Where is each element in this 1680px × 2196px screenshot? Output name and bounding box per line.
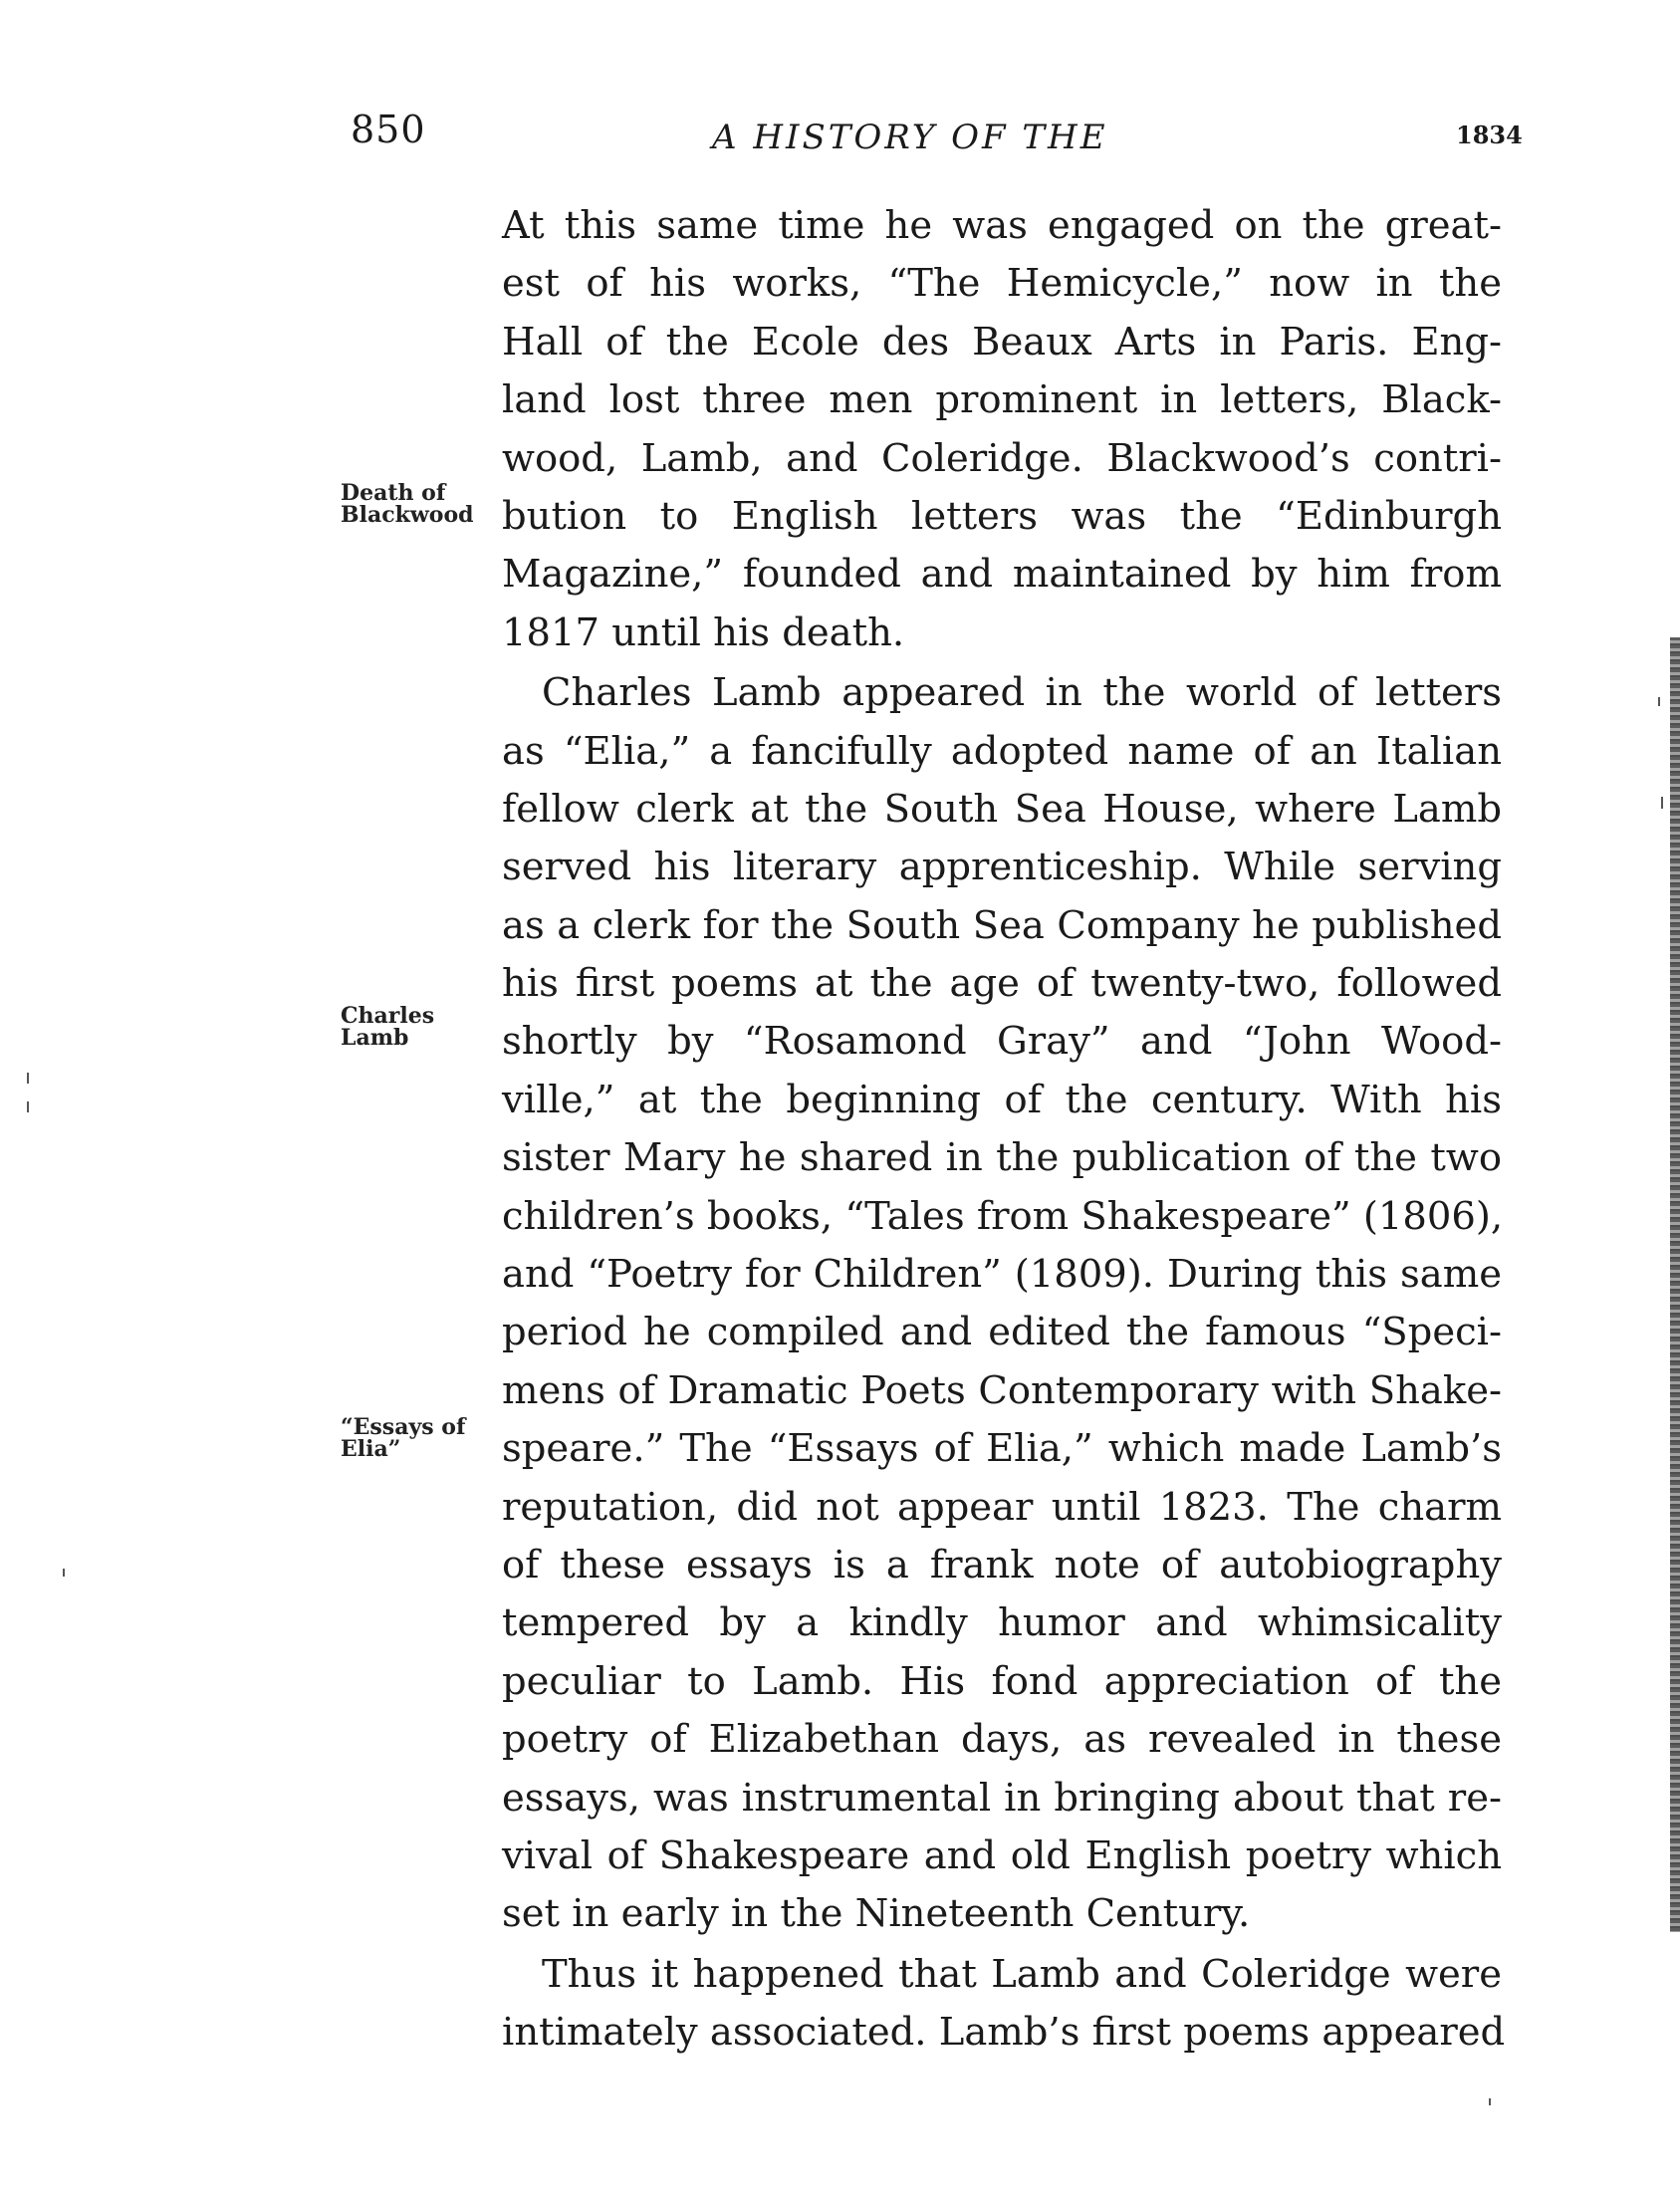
text-line: intimately associated. Lamb’s first poems appeared xyxy=(502,2010,1506,2056)
text-line: vival of Shakespeare and old English poetry which xyxy=(502,1832,1502,1878)
text-line: set in early in the Nineteenth Century. xyxy=(502,1891,1251,1937)
sidenote-line: Death of xyxy=(341,480,446,506)
text-line: his first poems at the age of twenty-two, followed xyxy=(502,961,1502,1007)
scan-speck xyxy=(27,1101,29,1112)
text-line: Magazine,” founded and maintained by him from xyxy=(502,552,1502,598)
text-line: wood, Lamb, and Coleridge. Blackwood’s contri- xyxy=(502,435,1502,481)
paragraph-start-line: Thus it happened that Lamb and Coleridge were xyxy=(542,1951,1502,1997)
page-edge-shadow xyxy=(1670,637,1680,1932)
text-line: sister Mary he shared in the publication of the two xyxy=(502,1135,1502,1181)
text-line: fellow clerk at the South Sea House, where Lamb xyxy=(502,786,1502,832)
sidenote-line: Blackwood xyxy=(341,502,474,528)
sidenote-line: Elia” xyxy=(341,1436,401,1462)
sidenote-line: “Essays of xyxy=(341,1414,466,1440)
text-line: as “Elia,” a fancifully adopted name of an Italian xyxy=(502,728,1502,774)
text-line: peculiar to Lamb. His fond appreciation of the xyxy=(502,1658,1502,1704)
text-line: shortly by “Rosamond Gray” and “John Wood- xyxy=(502,1019,1502,1065)
scan-speck xyxy=(1489,2098,1491,2105)
text-line: Hall of the Ecole des Beaux Arts in Paris. Eng- xyxy=(502,319,1502,365)
scan-speck xyxy=(27,1073,29,1084)
sidenote-line: Lamb xyxy=(341,1025,409,1051)
text-line: 1817 until his death. xyxy=(502,610,905,655)
paragraph-start-line: Charles Lamb appeared in the world of letters xyxy=(542,670,1502,716)
text-line: of these essays is a frank note of autobiography xyxy=(502,1542,1502,1587)
text-line: est of his works, “The Hemicycle,” now in the xyxy=(502,261,1502,307)
sidenote-charles-lamb xyxy=(341,1005,434,1049)
text-line: reputation, did not appear until 1823. The charm xyxy=(502,1484,1502,1530)
text-line: land lost three men prominent in letters, Black- xyxy=(502,377,1502,423)
sidenote-essays-of-elia xyxy=(341,1416,465,1460)
sidenote-death-of-blackwood xyxy=(341,482,474,526)
text-line: and “Poetry for Children” (1809). During this same xyxy=(502,1252,1502,1298)
scan-speck xyxy=(1658,697,1660,706)
body-text xyxy=(502,197,1506,2063)
running-title: A HISTORY OF THE xyxy=(712,118,1108,157)
page-number: 850 xyxy=(351,108,426,151)
text-line: poetry of Elizabethan days, as revealed in these xyxy=(502,1717,1502,1763)
scan-speck xyxy=(63,1569,65,1577)
sidenote-line: Charles xyxy=(341,1003,435,1029)
text-line: essays, was instrumental in bringing about that re- xyxy=(502,1775,1502,1821)
text-line: period he compiled and edited the famous “Speci- xyxy=(502,1310,1502,1355)
text-line: bution to English letters was the “Edinburgh xyxy=(502,493,1502,539)
scan-speck xyxy=(1661,797,1663,809)
text-line: mens of Dramatic Poets Contemporary with Shake- xyxy=(502,1367,1502,1413)
text-line: speare.” The “Essays of Elia,” which made Lamb’s xyxy=(502,1426,1502,1472)
text-line: ville,” at the beginning of the century. With his xyxy=(502,1077,1502,1122)
text-line: as a clerk for the South Sea Company he published xyxy=(502,902,1502,948)
year-marker: 1834 xyxy=(1456,121,1523,149)
text-line: tempered by a kindly humor and whimsicality xyxy=(502,1600,1502,1646)
text-line: At this same time he was engaged on the great- xyxy=(502,203,1502,248)
text-line: children’s books, “Tales from Shakespeare” (1806), xyxy=(502,1193,1504,1239)
text-line: served his literary apprenticeship. While serving xyxy=(502,845,1502,890)
